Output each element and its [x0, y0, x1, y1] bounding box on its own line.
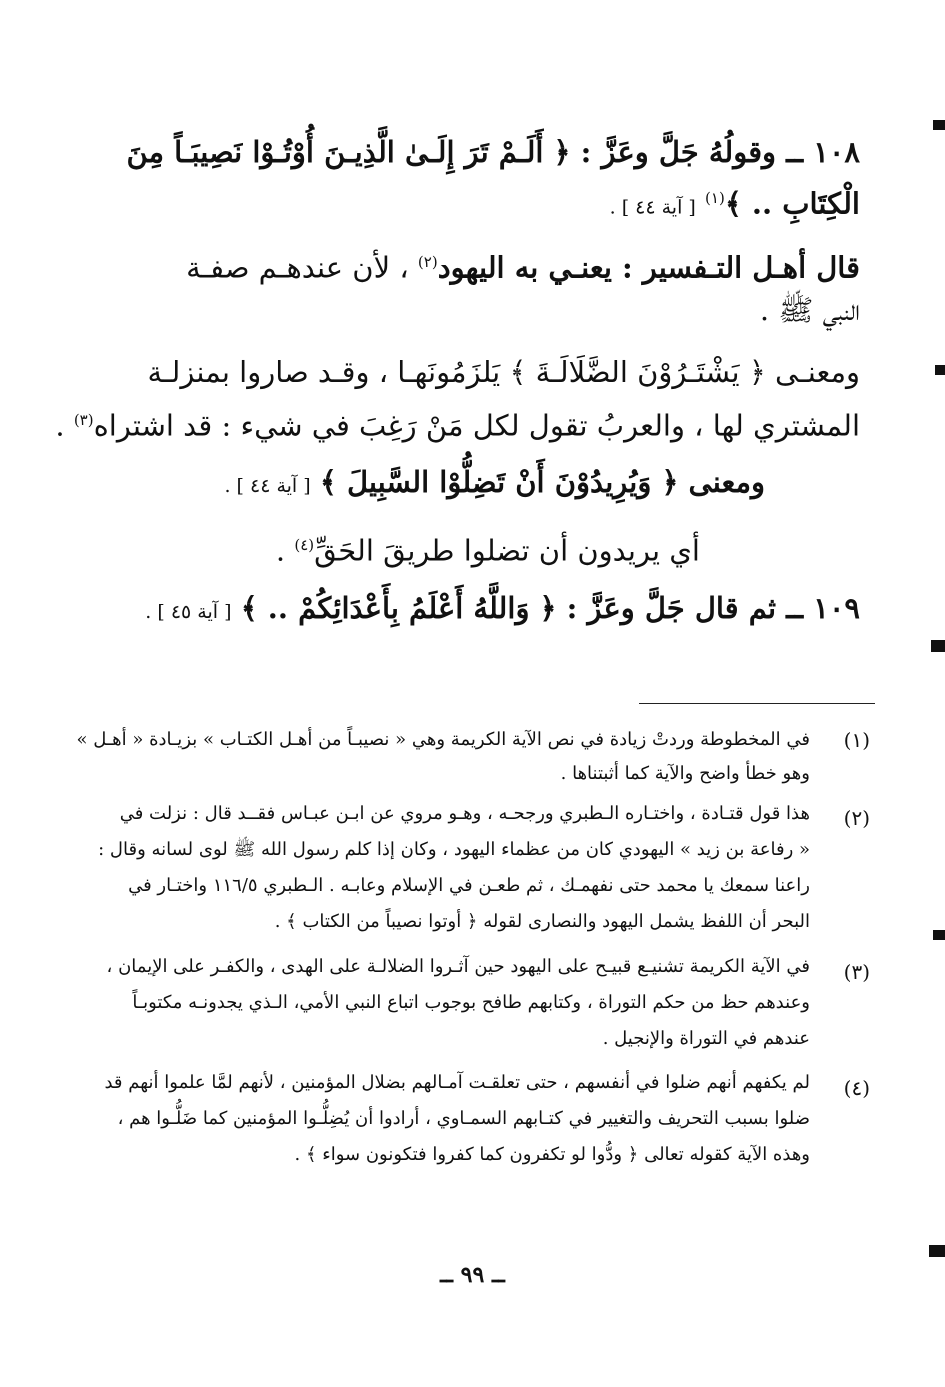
footnote-ref-1: (١) [705, 189, 725, 207]
footnote-4-number: (٤) [843, 1076, 870, 1100]
verse-108-text: ١٠٨ ــ وقولُهُ جَلَّ وعَزَّ : ﴿ أَلَـمْ تَرَ إِلَـىٰ الَّذِيـنَ أُوْتُـوْا نَصِيبَـاً مِنَ [126, 135, 860, 169]
explanation-period: . [275, 533, 286, 568]
scan-edge-mark [935, 365, 945, 375]
verse-108-line-2 [100, 178, 860, 228]
meaning2-line [165, 462, 765, 506]
ayah-reference-3: [ آية ٤٥ ] . [145, 601, 232, 623]
ayah-reference-2: [ آية ٤٤ ] . [224, 475, 311, 497]
footnote-3-number: (٣) [843, 960, 870, 984]
verse-108-line-1 [100, 132, 860, 172]
footnote-1-line-1: في المخطوطة وردتْ زيادة في نص الآية الكريمة وهي « نصيبـاً من أهـل الكتـاب » بزيـادة « أهـل » [76, 729, 810, 750]
tafsir-line-2 [100, 290, 860, 330]
meaning-period: . [55, 408, 65, 443]
scan-edge-mark [933, 120, 945, 130]
meaning-line-1 [100, 352, 860, 392]
footnote-3-line-3: عندهم في التوراة والإنجيل . [602, 1028, 810, 1049]
footnote-2-line-4: البحر أن اللفظ يشمل اليهود والنصارى لقوله ﴿ أوتوا نصيباً من الكتاب ﴾ . [274, 911, 810, 932]
meaning-text-a: ومعنـى ﴿ يَشْتَـرُوْنَ الضَّلَالَـةَ ﴾ يَلزَمُونَهـا ، وقـد صاروا بمنزلـة [147, 355, 860, 389]
explanation-line [200, 525, 700, 571]
footnote-separator [639, 703, 875, 704]
footnote-2-number: (٢) [843, 806, 870, 830]
footnote-2-line-3: راعنا سمعك يا محمد حتى نفهمـك ، ثم طعـن في الإسلام وعابـه . الـطبري ١١٦/٥ واختـار في [128, 875, 810, 896]
tafsir-line-1 [100, 242, 860, 288]
footnote-4-line-3: وهذه الآية كقوله تعالى ﴿ ودُّوا لو تكفرون كما كفروا فتكونون سواء ﴾ . [294, 1144, 810, 1165]
footnote-3-line-1: في الآية الكريمة تشنيـع قبيـح على اليهود حين آثـروا الضلالـة على الهدى ، والكفـر على الإيمان ، [106, 956, 810, 977]
footnote-2-line-1: هذا قول قتـادة ، واختـاره الـطبري ورجحـه ، وهـو مروي عن ابـن عبـاس فقــد قال : نزلت في [119, 803, 810, 824]
tafsir-text-a: قال أهـل التـفسير : يعنـي به اليهود [437, 250, 860, 285]
ayah-reference: [ آية ٤٤ ] . [609, 196, 696, 219]
verse-109-text: ١٠٩ ــ ثم قال جَلَّ وعَزَّ : ﴿ وَاللَّهُ أَعْلَمُ بِأَعْدَائِكُمْ .. ﴾ [240, 591, 860, 625]
tafsir-text-b: ، لأن عندهـم صفـة [186, 250, 409, 285]
scan-edge-mark [931, 640, 945, 652]
footnote-1-line-2: وهو خطأ واضح والآية كما أثبتناها . [560, 763, 810, 784]
footnote-4-line-2: ضلوا بسبب التحريف والتغيير في كتـابهم السمـاوي ، أرادوا أن يُضِلُّـوا المؤمنين كما ضَلُّـوا هم ، [117, 1108, 810, 1129]
footnote-2-line-2: « رفاعة بن زيد » اليهودي كان من عظماء اليهود ، وكان إذا كلم رسول الله ﷺ لوى لسانه وقال : [98, 839, 810, 860]
verse-108-continuation: الْكِتَابِ .. ﴾ [724, 186, 860, 221]
footnote-ref-3: (٣) [73, 411, 94, 429]
footnote-ref-2: (٢) [417, 253, 438, 271]
page-number: ــ ٩٩ ــ [440, 1262, 505, 1288]
scan-edge-mark [933, 930, 945, 940]
footnote-ref-4: (٤) [294, 536, 315, 554]
meaning2-text: ومعنى ﴿ وَيُرِيدُوْنَ أَنْ تَضِلُّوْا السَّبِيلَ ﴾ [319, 465, 765, 499]
tafsir-text-c: النبي ﷺ . [759, 293, 860, 327]
footnote-1-number: (١) [843, 728, 870, 752]
verse-109-line [100, 588, 860, 632]
meaning-text-b: المشتري لها ، والعربُ تقول لكل مَنْ رَغِبَ في شيء : قد اشتراه [93, 408, 860, 443]
footnote-3-line-2: وعندهم حظ من حكم التوراة ، وكتابهم طافح بوجوب اتباع النبي الأمي، الـذي يجدونـه مكتوبـاً [132, 992, 810, 1013]
explanation-text: أي يريدون أن تضلوا طريقَ الحَقِّ [314, 533, 700, 568]
scan-edge-mark [929, 1245, 945, 1257]
meaning-line-2 [55, 400, 860, 446]
footnote-4-line-1: لم يكفهم أنهم ضلوا في أنفسهم ، حتى تعلقـت آمـالهم بضلال المؤمنين ، لأنهم لمَّا علموا أنهم قد [104, 1072, 810, 1093]
